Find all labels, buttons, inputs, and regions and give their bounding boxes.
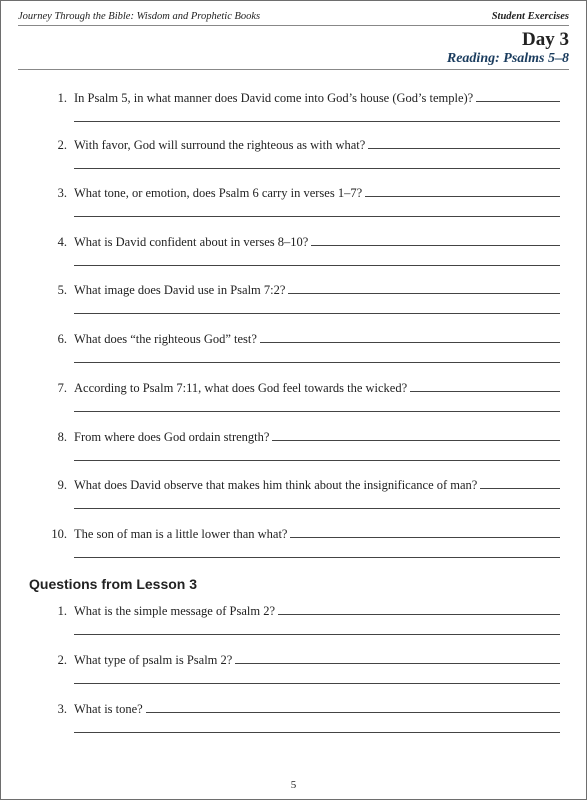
question-text: From where does God ordain strength? bbox=[74, 430, 270, 444]
question-number: 8. bbox=[57, 430, 67, 444]
answer-line[interactable] bbox=[288, 283, 560, 294]
answer-line[interactable] bbox=[74, 216, 560, 217]
question-number: 3. bbox=[57, 186, 67, 200]
book-title: Journey Through the Bible: Wisdom and Prophetic Books bbox=[18, 11, 261, 22]
answer-line[interactable] bbox=[235, 653, 560, 664]
answer-line[interactable] bbox=[74, 683, 560, 684]
answer-line[interactable] bbox=[476, 91, 560, 102]
question-number: 4. bbox=[57, 235, 67, 249]
question-3 bbox=[41, 186, 560, 226]
question-number: 2. bbox=[57, 138, 67, 152]
question-7 bbox=[41, 381, 560, 421]
lesson-question-1 bbox=[41, 604, 560, 644]
question-number: 5. bbox=[57, 283, 67, 297]
answer-line[interactable] bbox=[74, 557, 560, 558]
question-text: The son of man is a little lower than what? bbox=[74, 527, 288, 541]
lesson-question-3 bbox=[41, 702, 560, 742]
answer-line[interactable] bbox=[74, 362, 560, 363]
question-text: What image does David use in Psalm 7:2? bbox=[74, 283, 286, 297]
question-1 bbox=[41, 91, 560, 131]
question-number: 3. bbox=[57, 702, 67, 716]
lesson-question-2 bbox=[41, 653, 560, 693]
running-header bbox=[18, 9, 569, 26]
answer-line[interactable] bbox=[278, 604, 560, 615]
answer-line[interactable] bbox=[368, 138, 560, 149]
answer-line[interactable] bbox=[74, 265, 560, 266]
question-number: 6. bbox=[57, 332, 67, 346]
question-text: What does David observe that makes him think about the insignificance of man? bbox=[74, 478, 478, 492]
day-heading bbox=[447, 30, 569, 68]
question-text: According to Psalm 7:11, what does God feel towards the wicked? bbox=[74, 381, 408, 395]
question-6 bbox=[41, 332, 560, 372]
question-text: What is the simple message of Psalm 2? bbox=[74, 604, 276, 618]
question-number: 2. bbox=[57, 653, 67, 667]
answer-line[interactable] bbox=[74, 168, 560, 169]
answer-line[interactable] bbox=[74, 508, 560, 509]
divider bbox=[18, 69, 569, 70]
day-title: Day 3 bbox=[522, 29, 569, 50]
answer-line[interactable] bbox=[311, 235, 560, 246]
answer-line[interactable] bbox=[74, 411, 560, 412]
question-number: 9. bbox=[57, 478, 67, 492]
question-number: 1. bbox=[57, 91, 67, 105]
question-4 bbox=[41, 235, 560, 275]
question-text: What type of psalm is Psalm 2? bbox=[74, 653, 233, 667]
answer-line[interactable] bbox=[480, 478, 560, 489]
question-number: 7. bbox=[57, 381, 67, 395]
question-text: What is David confident about in verses 8–10? bbox=[74, 235, 309, 249]
answer-line[interactable] bbox=[290, 527, 560, 538]
answer-line[interactable] bbox=[74, 313, 560, 314]
question-10 bbox=[41, 527, 560, 567]
question-text: What tone, or emotion, does Psalm 6 carry in verses 1–7? bbox=[74, 186, 363, 200]
question-text: In Psalm 5, in what manner does David come into God’s house (God’s temple)? bbox=[74, 91, 474, 105]
question-number: 1. bbox=[57, 604, 67, 618]
answer-line[interactable] bbox=[272, 430, 560, 441]
section-label: Student Exercises bbox=[491, 11, 569, 22]
answer-line[interactable] bbox=[365, 186, 560, 197]
section-heading: Questions from Lesson 3 bbox=[29, 576, 198, 592]
question-2 bbox=[41, 138, 560, 178]
answer-line[interactable] bbox=[146, 702, 560, 713]
answer-line[interactable] bbox=[74, 732, 560, 733]
page-number: 5 bbox=[290, 779, 297, 791]
answer-line[interactable] bbox=[74, 121, 560, 122]
answer-line[interactable] bbox=[74, 634, 560, 635]
answer-line[interactable] bbox=[74, 460, 560, 461]
reading-assignment: Reading: Psalms 5–8 bbox=[446, 51, 569, 66]
question-5 bbox=[41, 283, 560, 323]
question-9 bbox=[41, 478, 560, 518]
question-text: What is tone? bbox=[74, 702, 143, 716]
question-text: With favor, God will surround the righteous as with what? bbox=[74, 138, 366, 152]
answer-line[interactable] bbox=[410, 381, 560, 392]
question-8 bbox=[41, 430, 560, 470]
question-text: What does “the righteous God” test? bbox=[74, 332, 257, 346]
answer-line[interactable] bbox=[260, 332, 560, 343]
question-number: 10. bbox=[51, 527, 67, 541]
